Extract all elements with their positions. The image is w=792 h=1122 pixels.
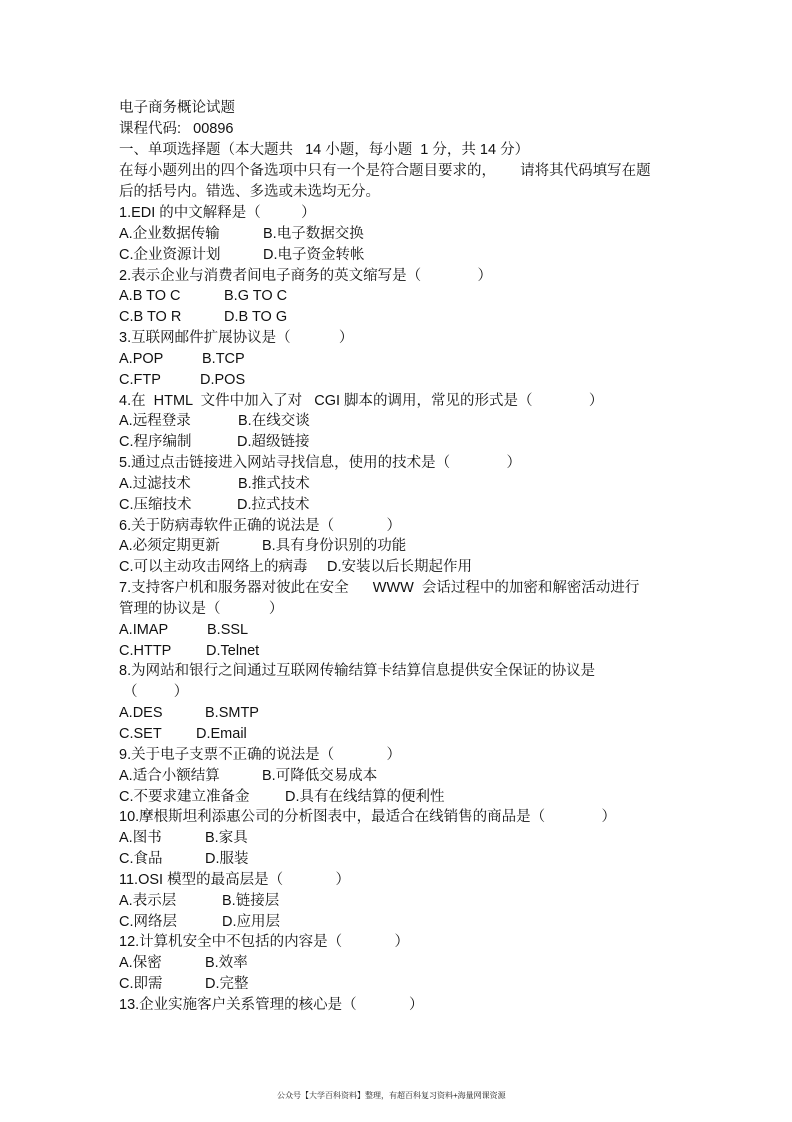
option-row xyxy=(119,349,679,369)
option-c: C.可以主动攻击网络上的病毒 xyxy=(119,559,308,576)
option-b: B.TCP xyxy=(202,350,245,367)
option-c: C.网络层 xyxy=(119,913,177,930)
option-c: C.压缩技术 xyxy=(119,496,192,513)
option-row xyxy=(119,286,679,306)
question-stem: 1.EDI 的中文解释是（ ） xyxy=(119,205,316,221)
question-stem: 13.企业实施客户关系管理的核心是（ ） xyxy=(119,996,424,1013)
option-row xyxy=(119,307,679,327)
option-d: D.具有在线结算的便利性 xyxy=(285,788,445,805)
option-row xyxy=(119,641,679,661)
option-a: A.适合小额结算 xyxy=(119,767,220,784)
course-code: 00896 xyxy=(193,121,234,137)
option-d: D.安装以后长期起作用 xyxy=(327,559,472,576)
option-b: B.SSL xyxy=(207,621,249,638)
option-d: D.Email xyxy=(196,726,247,742)
option-row xyxy=(119,432,679,452)
option-d: D.应用层 xyxy=(222,913,280,930)
option-row xyxy=(119,787,679,807)
option-b: B.G TO C xyxy=(224,288,288,305)
option-c: C.即需 xyxy=(119,976,163,993)
option-c: C.B TO R xyxy=(119,309,182,326)
option-a: A.表示层 xyxy=(119,892,177,909)
option-row xyxy=(119,724,679,744)
option-c: C.不要求建立准备金 xyxy=(119,788,250,805)
option-row xyxy=(119,703,679,723)
option-b: B.家具 xyxy=(205,830,248,847)
question-stem: 5.通过点击链接进入网站寻找信息，使用的技术是（ ） xyxy=(119,455,521,472)
option-c: C.HTTP xyxy=(119,642,172,659)
option-row xyxy=(119,495,679,515)
option-row xyxy=(119,536,679,556)
option-a: A.DES xyxy=(119,705,163,722)
option-row xyxy=(119,245,679,265)
question-stem: 12.计算机安全中不包括的内容是（ ） xyxy=(119,934,410,951)
option-row xyxy=(119,912,679,932)
option-row xyxy=(119,370,679,390)
option-row xyxy=(119,557,679,577)
question-stem: 6.关于防病毒软件正确的说法是（ ） xyxy=(119,517,401,534)
option-d: D.Telnet xyxy=(206,642,260,659)
option-row xyxy=(119,974,679,994)
option-d: D.B TO G xyxy=(224,309,288,326)
option-c: C.企业资源计划 xyxy=(119,246,221,263)
option-c: C.SET xyxy=(119,726,162,742)
option-d: D.超级链接 xyxy=(237,434,310,451)
option-d: D.POS xyxy=(200,371,246,388)
option-a: A.过滤技术 xyxy=(119,475,191,492)
option-c: C.程序编制 xyxy=(119,434,192,451)
option-d: D.拉式技术 xyxy=(237,496,310,513)
option-d: D.电子资金转帐 xyxy=(263,246,365,263)
instructions-line-1: 在每小题列出的四个备选项中只有一个是符合题目要求的， 请将其代码填写在题 xyxy=(119,163,651,179)
exam-title: 电子商务概论试题 xyxy=(119,100,235,116)
instructions-line-2: 后的括号内。错选、多选或未选均无分。 xyxy=(119,184,380,200)
option-c: C.FTP xyxy=(119,371,161,388)
option-row xyxy=(119,620,679,640)
option-b: B.推式技术 xyxy=(238,475,310,492)
option-row xyxy=(119,849,679,869)
option-b: B.具有身份识别的功能 xyxy=(262,538,407,555)
option-row xyxy=(119,411,679,431)
option-b: B.在线交谈 xyxy=(238,413,310,430)
question-stem: 3.互联网邮件扩展协议是（ ） xyxy=(119,330,354,347)
option-a: A.POP xyxy=(119,350,164,367)
question-stem: （ ） xyxy=(119,684,189,701)
course-code-label: 课程代码: xyxy=(119,121,182,137)
option-row xyxy=(119,953,679,973)
option-a: A.远程登录 xyxy=(119,413,191,430)
option-row xyxy=(119,891,679,911)
section-heading: 一、单项选择题（本大题共 14 小题，每小题 1 分，共 14 分） xyxy=(119,142,530,158)
footer-note: 公众号【大学百科资料】整理，有超百科复习资料+海量网课资源 xyxy=(277,1091,506,1100)
option-a: A.企业数据传输 xyxy=(119,225,220,242)
option-row xyxy=(119,828,679,848)
question-stem: 11.OSI 模型的最高层是（ ） xyxy=(119,871,350,888)
option-b: B.电子数据交换 xyxy=(263,225,364,242)
question-stem: 8.为网站和银行之间通过互联网传输结算卡结算信息提供安全保证的协议是 xyxy=(119,663,596,680)
question-stem: 9.关于电子支票不正确的说法是（ ） xyxy=(119,746,401,763)
option-b: B.效率 xyxy=(205,955,248,972)
option-row xyxy=(119,766,679,786)
option-d: D.服装 xyxy=(205,851,249,868)
question-stem: 管理的协议是（ ） xyxy=(119,600,284,617)
option-row xyxy=(119,224,679,244)
question-stem: 10.摩根斯坦利添惠公司的分析图表中，最适合在线销售的商品是（ ） xyxy=(119,809,617,826)
question-stem: 2.表示企业与消费者间电子商务的英文缩写是（ ） xyxy=(119,267,492,284)
option-a: A.图书 xyxy=(119,830,162,847)
option-b: B.SMTP xyxy=(205,705,259,722)
option-c: C.食品 xyxy=(119,851,163,868)
option-b: B.链接层 xyxy=(222,892,280,909)
option-b: B.可降低交易成本 xyxy=(262,767,378,784)
option-d: D.完整 xyxy=(205,976,249,993)
option-a: A.必须定期更新 xyxy=(119,538,220,555)
option-row xyxy=(119,474,679,494)
question-stem: 7.支持客户机和服务器对彼此在安全 WWW 会话过程中的加密和解密活动进行 xyxy=(119,580,640,597)
option-a: A.B TO C xyxy=(119,288,181,305)
option-a: A.IMAP xyxy=(119,621,169,638)
question-stem: 4.在 HTML 文件中加入了对 CGI 脚本的调用，常见的形式是（ ） xyxy=(119,392,604,409)
course-code-line xyxy=(119,119,233,139)
option-a: A.保密 xyxy=(119,955,162,972)
